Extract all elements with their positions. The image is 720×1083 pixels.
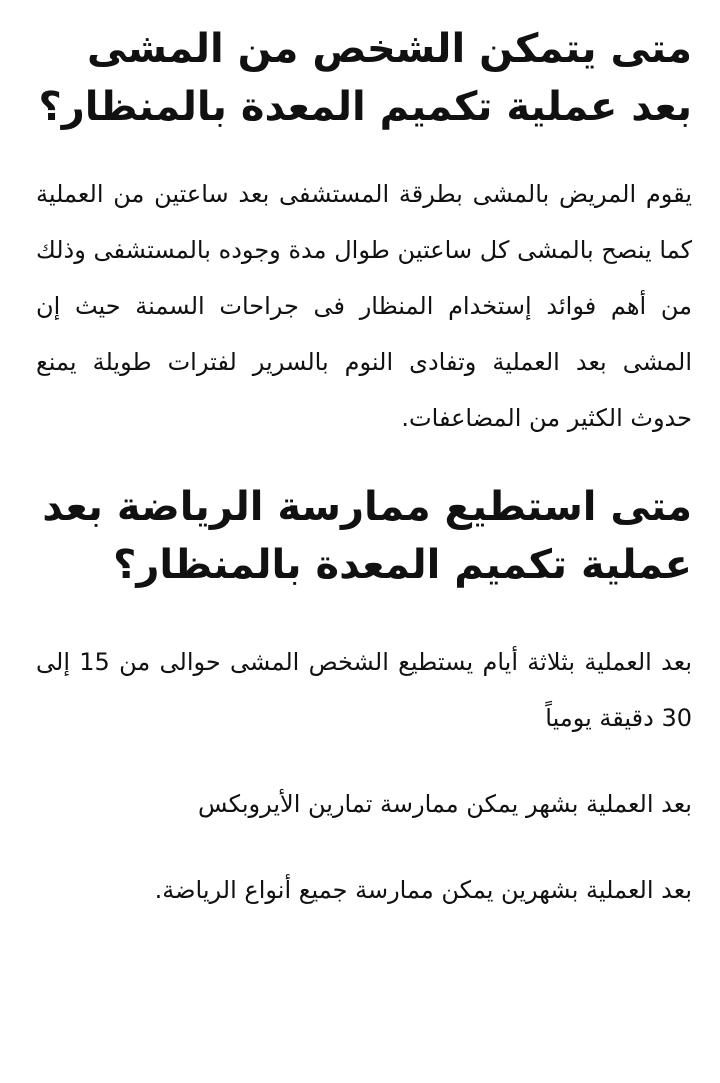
- paragraph-exercise-three-days: بعد العملية بثلاثة أيام يستطيع الشخص المشى حوالى من 15 إلى 30 دقيقة يومياً: [36, 648, 692, 732]
- paragraph-exercise-one-month: بعد العملية بشهر يمكن ممارسة تمارين الأيروبكس: [197, 790, 692, 818]
- section-heading-walking: متى يتمكن الشخص من المشى بعد عملية تكميم المعدة بالمنظار؟: [38, 26, 692, 130]
- section-heading-exercise: متى استطيع ممارسة الرياضة بعد عملية تكميم المعدة بالمنظار؟: [42, 484, 692, 588]
- paragraph-exercise-two-months: بعد العملية بشهرين يمكن ممارسة جميع أنواع الرياضة.: [154, 876, 692, 904]
- paragraph-walking: يقوم المريض بالمشى بطرقة المستشفى بعد ساعتين من العملية كما ينصح بالمشى كل ساعتين طوال مدة وجوده بالمستشفى وذلك من أهم فوائد إستخدام المنظار فى جراحات السمنة حيث إن المشى بعد العملية وتفادى النوم بالسرير لفترات طويلة يمنع حدوث الكثير من المضاعفات.: [36, 180, 692, 432]
